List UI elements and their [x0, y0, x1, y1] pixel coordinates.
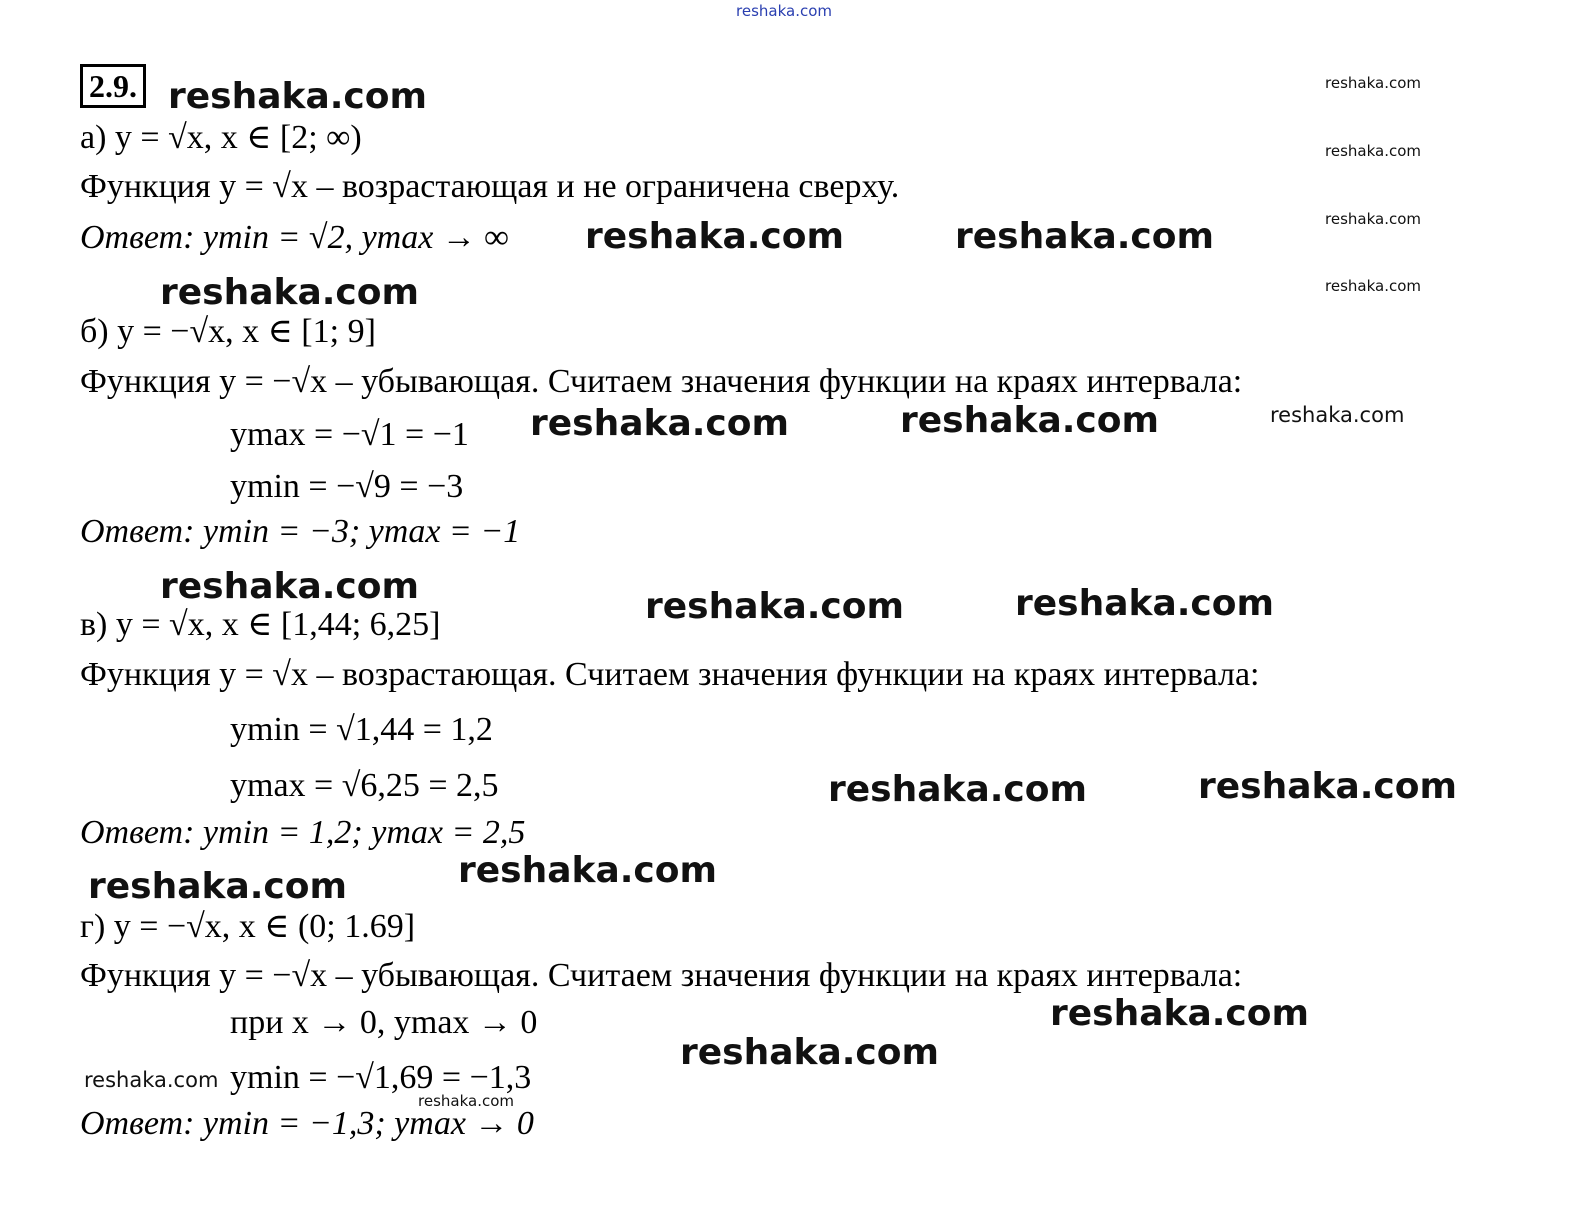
watermark: reshaka.com	[1270, 403, 1405, 427]
part-c-task: в) y = √x, x ∈ [1,44; 6,25]	[80, 606, 441, 643]
watermark: reshaka.com	[1015, 583, 1275, 624]
part-d-desc: Функция y = −√x – убывающая. Считаем значения функции на краях интервала:	[80, 957, 1243, 994]
part-c-desc: Функция y = √x – возрастающая. Считаем значения функции на краях интервала:	[80, 656, 1260, 693]
watermark: reshaka.com	[160, 272, 420, 313]
watermark: reshaka.com	[900, 400, 1160, 441]
watermark: reshaka.com	[955, 216, 1215, 257]
watermark: reshaka.com	[1325, 74, 1421, 92]
watermark: reshaka.com	[1050, 993, 1310, 1034]
watermark: reshaka.com	[1198, 766, 1458, 807]
watermark: reshaka.com	[458, 850, 718, 891]
watermark: reshaka.com	[84, 1068, 219, 1092]
part-d-calc-min: ymin = −√1,69 = −1,3	[230, 1059, 532, 1096]
watermark: reshaka.com	[828, 769, 1088, 810]
watermark: reshaka.com	[530, 403, 790, 444]
problem-number: 2.9.	[80, 64, 146, 108]
part-b-answer: Ответ: ymin = −3; ymax = −1	[80, 513, 521, 550]
watermark: reshaka.com	[1325, 277, 1421, 295]
watermark: reshaka.com	[1325, 210, 1421, 228]
part-c-calc-max: ymax = √6,25 = 2,5	[230, 767, 499, 804]
watermark: reshaka.com	[645, 586, 905, 627]
part-d-calc-limit: при x → 0, ymax → 0	[230, 1004, 538, 1041]
part-c-calc-min: ymin = √1,44 = 1,2	[230, 711, 493, 748]
part-a-answer: Ответ: ymin = √2, ymax → ∞	[80, 219, 509, 256]
watermark: reshaka.com	[1325, 142, 1421, 160]
header-watermark: reshaka.com	[736, 2, 832, 20]
part-b-desc: Функция y = −√x – убывающая. Считаем значения функции на краях интервала:	[80, 363, 1243, 400]
watermark: reshaka.com	[680, 1032, 940, 1073]
part-b-calc-min: ymin = −√9 = −3	[230, 468, 464, 505]
part-b-task: б) y = −√x, x ∈ [1; 9]	[80, 313, 376, 350]
part-a-desc: Функция y = √x – возрастающая и не ограничена сверху.	[80, 168, 900, 205]
watermark: reshaka.com	[88, 866, 348, 907]
part-d-task: г) y = −√x, x ∈ (0; 1.69]	[80, 908, 416, 945]
part-a-task: а) y = √x, x ∈ [2; ∞)	[80, 119, 362, 156]
watermark: reshaka.com	[585, 216, 845, 257]
part-c-answer: Ответ: ymin = 1,2; ymax = 2,5	[80, 814, 526, 851]
watermark: reshaka.com	[168, 76, 428, 117]
part-d-answer: Ответ: ymin = −1,3; ymax → 0	[80, 1105, 534, 1142]
watermark: reshaka.com	[160, 566, 420, 607]
watermark: reshaka.com	[418, 1092, 514, 1110]
part-b-calc-max: ymax = −√1 = −1	[230, 416, 469, 453]
